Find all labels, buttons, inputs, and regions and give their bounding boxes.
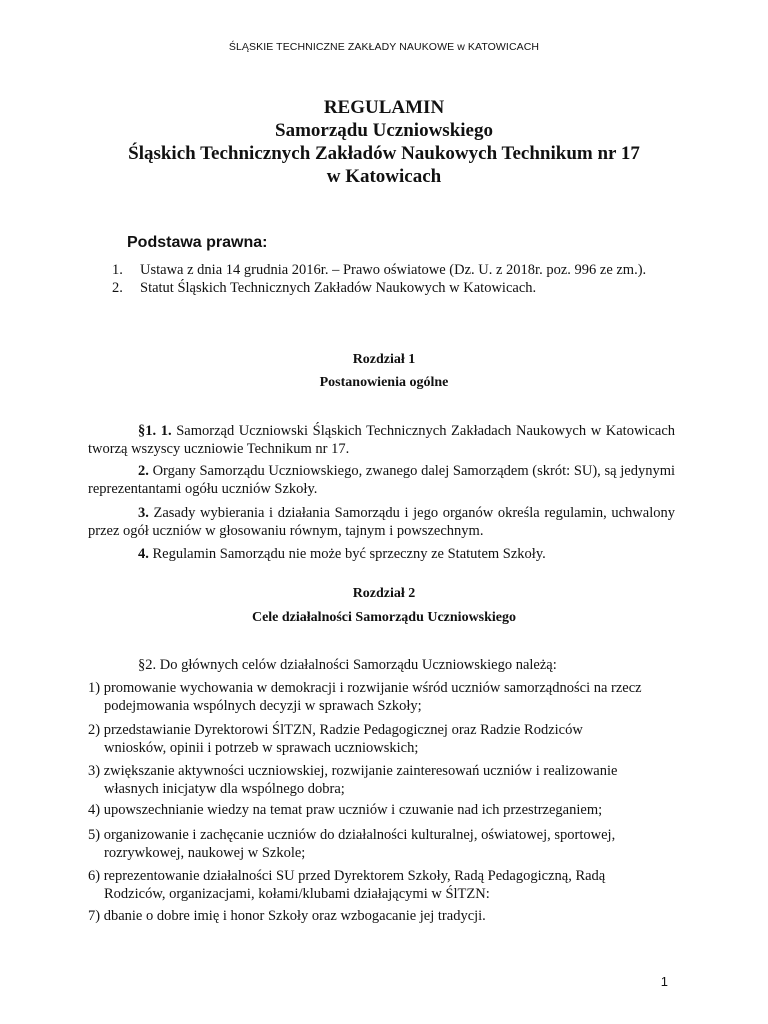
goal-text: 1) promowanie wychowania w demokracji i rozwijanie wśród uczniów samorządności na rzecz: [88, 680, 642, 696]
list-number: 2.: [112, 280, 123, 296]
title-line-4: w Katowicach: [326, 166, 442, 187]
goal-item-4: [88, 801, 675, 819]
paragraph-1-3: [88, 504, 675, 540]
title-line-1: REGULAMIN: [323, 97, 445, 118]
paragraph-1-2: [88, 462, 675, 498]
goal-text-continued: wniosków, opinii i potrzeb w sprawach uczniowskich;: [104, 740, 419, 756]
paragraph-text: Zasady wybierania i działania Samorządu i jego organów określa regulamin, uchwalony przez ogół uczniów w głosowaniu równym, tajnym i powszechnym.: [88, 505, 675, 539]
chapter-2-title: Cele działalności Samorządu Uczniowskiego: [251, 610, 517, 625]
goal-item-3: [88, 762, 675, 798]
chapter-1-title: Postanowienia ogólne: [319, 375, 449, 390]
goal-text-continued: podejmowania wspólnych decyzji w sprawach Szkoły;: [104, 698, 422, 714]
goal-text: 3) zwiększanie aktywności uczniowskiej, rozwijanie zainteresowań uczniów i realizowanie: [88, 763, 618, 779]
goal-item-7: [88, 907, 675, 925]
goal-item-1: [88, 679, 675, 715]
page-header: ŚLĄSKIE TECHNICZNE ZAKŁADY NAUKOWE w KATOWICACH: [228, 41, 540, 53]
paragraph-text: Organy Samorządu Uczniowskiego, zwanego dalej Samorządem (skrót: SU), są jedynymi reprezentantami ogółu uczniów Szkoły.: [88, 463, 676, 497]
paragraph-text: Samorząd Uczniowski Śląskich Technicznych Zakładach Naukowych w Katowicach tworzą wszyscy uczniowie Technikum nr 17.: [88, 423, 676, 457]
paragraph-1-1: [88, 422, 675, 458]
list-text: Statut Śląskich Technicznych Zakładów Naukowych w Katowicach.: [140, 280, 537, 296]
page-number: 1: [660, 974, 668, 989]
chapter-1-label: Rozdział 1: [352, 352, 416, 367]
legal-basis-item: [112, 279, 702, 297]
paragraph-text: §2. Do głównych celów działalności Samorządu Uczniowskiego należą:: [138, 657, 557, 673]
paragraph-1-4: [88, 545, 675, 563]
legal-basis-item: [112, 261, 702, 279]
paragraph-number: 2.: [138, 463, 149, 479]
goal-text-continued: własnych inicjatyw dla wspólnego dobra;: [104, 781, 345, 797]
paragraph-number: §1. 1.: [138, 423, 172, 439]
paragraph-2-intro: [88, 656, 675, 674]
list-number: 1.: [112, 262, 123, 278]
goal-item-2: [88, 721, 675, 757]
goal-item-5: [88, 826, 675, 862]
title-line-2: Samorządu Uczniowskiego: [275, 120, 493, 141]
goal-text: 2) przedstawianie Dyrektorowi ŚlTZN, Radzie Pedagogicznej oraz Radzie Rodziców: [88, 722, 583, 738]
paragraph-number: 4.: [138, 546, 149, 562]
chapter-2-label: Rozdział 2: [352, 586, 416, 601]
goal-text: 4) upowszechnianie wiedzy na temat praw uczniów i czuwanie nad ich przestrzeganiem;: [88, 802, 603, 818]
list-text: Ustawa z dnia 14 grudnia 2016r. – Prawo oświatowe (Dz. U. z 2018r. poz. 996 ze zm.).: [140, 262, 647, 278]
title-line-3: Śląskich Technicznych Zakładów Naukowych Technikum nr 17: [128, 143, 640, 164]
legal-basis-heading: Podstawa prawna:: [127, 234, 268, 251]
goal-text: 5) organizowanie i zachęcanie uczniów do działalności kulturalnej, oświatowej, sportowej,: [88, 827, 616, 843]
paragraph-text: Regulamin Samorządu nie może być sprzeczny ze Statutem Szkoły.: [152, 546, 546, 562]
goal-text: 6) reprezentowanie działalności SU przed Dyrektorem Szkoły, Radą Pedagogiczną, Radą: [88, 868, 606, 884]
goal-text: 7) dbanie o dobre imię i honor Szkoły oraz wzbogacanie jej tradycji.: [88, 908, 486, 924]
goal-text-continued: rozrywkowej, naukowej w Szkole;: [104, 845, 306, 861]
paragraph-number: 3.: [138, 505, 149, 521]
goal-item-6: [88, 867, 675, 903]
goal-text-continued: Rodziców, organizacjami, kołami/klubami działającymi w ŚlTZN:: [104, 886, 490, 902]
